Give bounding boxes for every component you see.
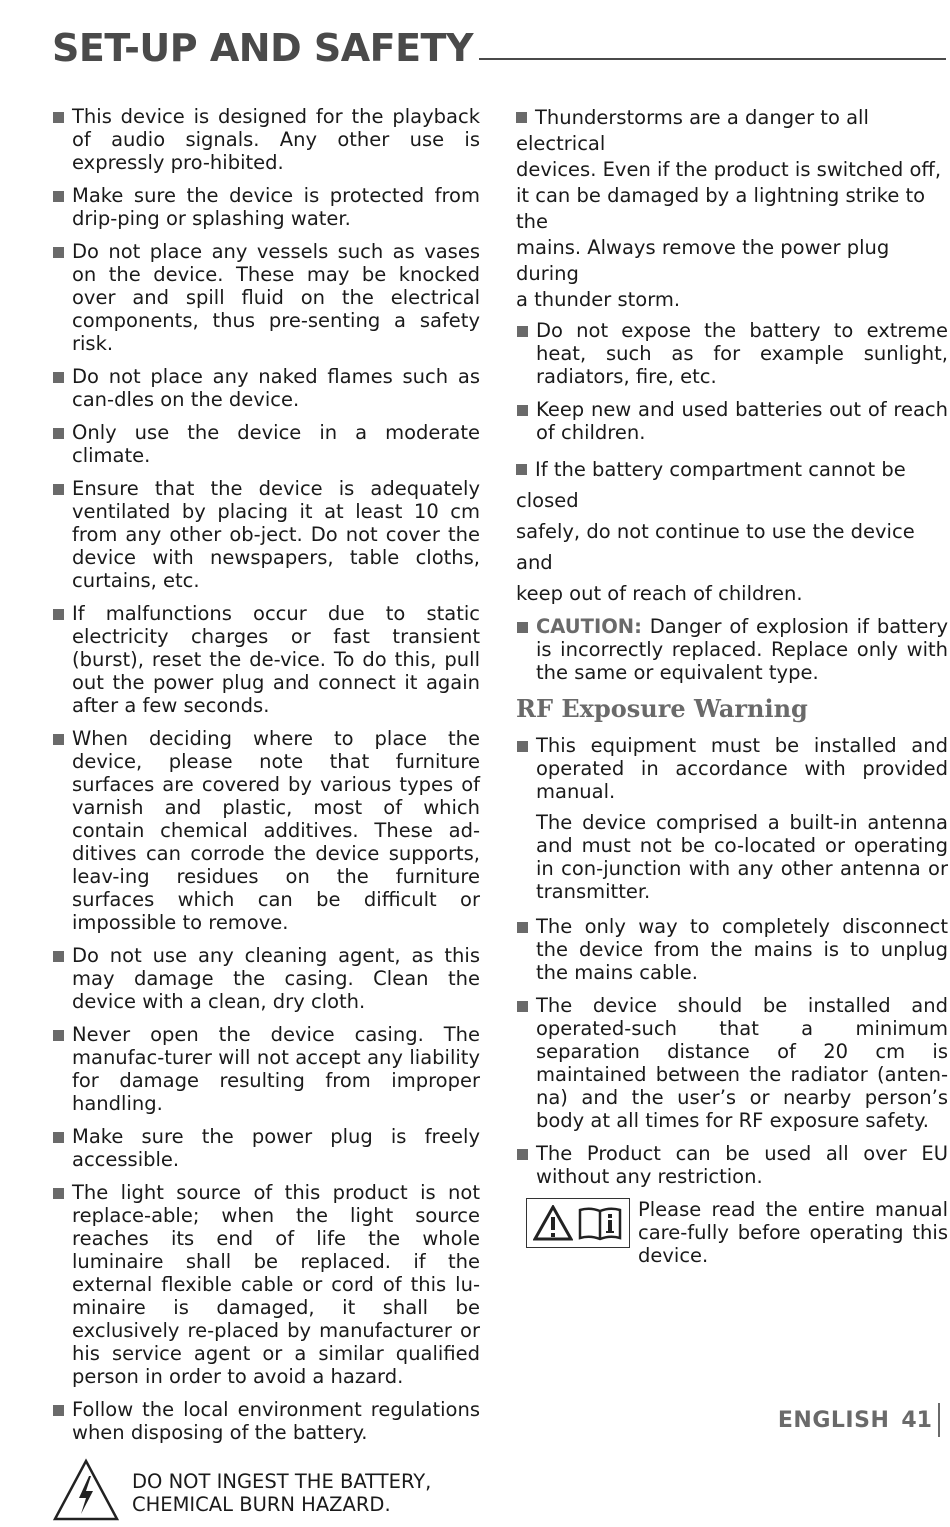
square-bullet-icon <box>517 326 528 337</box>
square-bullet-icon <box>53 112 64 123</box>
safety-item: Make sure the power plug is freely accessible. <box>52 1125 480 1171</box>
high-voltage-warning-icon <box>52 1458 120 1527</box>
disconnect-item: The only way to completely disconnect the device from the mains is to unplug the mains cable. <box>516 915 948 984</box>
square-bullet-icon <box>517 405 528 416</box>
safety-item: Never open the device casing. The manufac-turer will not accept any liability for damage resulting from improper handling. <box>52 1023 480 1115</box>
battery-children-item: Keep new and used batteries out of reach of children. <box>516 398 948 444</box>
safety-item: This device is designed for the playback of audio signals. Any other use is expressly pro-hibited. <box>52 105 480 174</box>
square-bullet-icon <box>53 734 64 745</box>
square-bullet-icon <box>516 464 527 475</box>
battery-heat-item: Do not expose the battery to extreme heat, such as for example sunlight, radiators, fire, etc. <box>516 319 948 388</box>
square-bullet-icon <box>53 1030 64 1041</box>
eu-item: The Product can be used all over EU without any restriction. <box>516 1142 948 1188</box>
rf-section-title: RF Exposure Warning <box>516 694 808 723</box>
right-column <box>516 105 948 1267</box>
safety-item: If malfunctions occur due to static electricity charges or fast transient (burst), reset the de-vice. To do this, pull out the power plug and connect it again after a few seconds. <box>52 602 480 717</box>
battery-warning-line: CHEMICAL BURN HAZARD. <box>132 1492 391 1516</box>
warning-triangle-icon <box>533 1205 573 1241</box>
safety-item: Only use the device in a moderate climate. <box>52 421 480 467</box>
square-bullet-icon <box>53 484 64 495</box>
page-footer <box>778 1402 940 1438</box>
battery-compartment-note: If the battery compartment cannot be closed safely, do not continue to use the device and keep out of reach of children. <box>516 458 915 605</box>
battery-warning <box>52 1458 480 1527</box>
safety-item: Make sure the device is protected from drip-ping or splashing water. <box>52 184 480 230</box>
rf-install-item: This equipment must be installed and operated in accordance with provided manual. <box>516 734 948 803</box>
manual-notice-text: Please read the entire manual care-fully before operating this device. <box>638 1198 948 1267</box>
square-bullet-icon <box>53 1132 64 1143</box>
caution-label: CAUTION: <box>536 615 642 638</box>
page-header <box>52 20 946 70</box>
square-bullet-icon <box>517 922 528 933</box>
page-number: 41 <box>901 1407 932 1433</box>
square-bullet-icon <box>53 247 64 258</box>
square-bullet-icon <box>517 741 528 752</box>
square-bullet-icon <box>53 609 64 620</box>
footer-language: ENGLISH <box>777 1407 890 1433</box>
square-bullet-icon <box>53 428 64 439</box>
thunderstorm-note: Thunderstorms are a danger to all electrical devices. Even if the product is switched off, it can be damaged by a lightning strike to the mains. Always remove the power plug during a thunder storm. <box>516 106 942 311</box>
square-bullet-icon <box>516 112 527 123</box>
safety-item: Do not place any vessels such as vases on the device. These may be knocked over and spill fluid on the electrical components, thus pre-senting a safety risk. <box>52 240 480 355</box>
safety-item: Do not place any naked flames such as can-dles on the device. <box>52 365 480 411</box>
square-bullet-icon <box>53 372 64 383</box>
footer-bar <box>938 1403 940 1437</box>
header-rule <box>479 58 946 60</box>
square-bullet-icon <box>53 1188 64 1199</box>
square-bullet-icon <box>517 622 528 633</box>
separation-item: The device should be installed and operated-such that a minimum separation distance of 20 cm is maintained between the radiator (anten-na) and the user’s or nearby person’s body at all times for RF exposure safety. <box>516 994 948 1132</box>
square-bullet-icon <box>517 1149 528 1160</box>
square-bullet-icon <box>53 191 64 202</box>
caution-item: CAUTION: Danger of explosion if battery is incorrectly replaced. Replace only with the same or equivalent type. <box>516 615 948 684</box>
safety-item: When deciding where to place the device, please note that furniture surfaces are covered by various types of varnish and plastic, most of which contain chemical additives. These ad-ditives can corrode the device supports, leav-ing residues on the furniture surfaces which can be difficult or impossible to remove. <box>52 727 480 934</box>
battery-warning-line: DO NOT INGEST THE BATTERY, <box>132 1469 432 1493</box>
square-bullet-icon <box>53 1405 64 1416</box>
square-bullet-icon <box>517 1001 528 1012</box>
safety-item: Follow the local environment regulations when disposing of the battery. <box>52 1398 480 1444</box>
warning-manual-icon <box>526 1198 630 1248</box>
safety-item: Ensure that the device is adequately ventilated by placing it at least 10 cm from any other ob-ject. Do not cover the device with newspapers, table cloths, curtains, etc. <box>52 477 480 592</box>
page-title: SET-UP AND SAFETY <box>52 26 473 70</box>
rf-antenna-paragraph: The device comprised a built-in antenna and must not be co-located or operating in con-junction with any other antenna or transmitter. <box>536 811 948 903</box>
manual-notice <box>516 1198 948 1267</box>
safety-item: Do not use any cleaning agent, as this may damage the casing. Clean the device with a clean, dry cloth. <box>52 944 480 1013</box>
left-column <box>52 105 480 1527</box>
safety-item: The light source of this product is not replace-able; when the light source reaches its end of life the whole luminaire shall be replaced. if the external flexible cable or cord of this lu-minaire is damaged, it shall be exclusively re-placed by manufacturer or his service agent or a similar qualified person in order to avoid a hazard. <box>52 1181 480 1388</box>
open-book-info-icon <box>577 1205 623 1241</box>
square-bullet-icon <box>53 951 64 962</box>
